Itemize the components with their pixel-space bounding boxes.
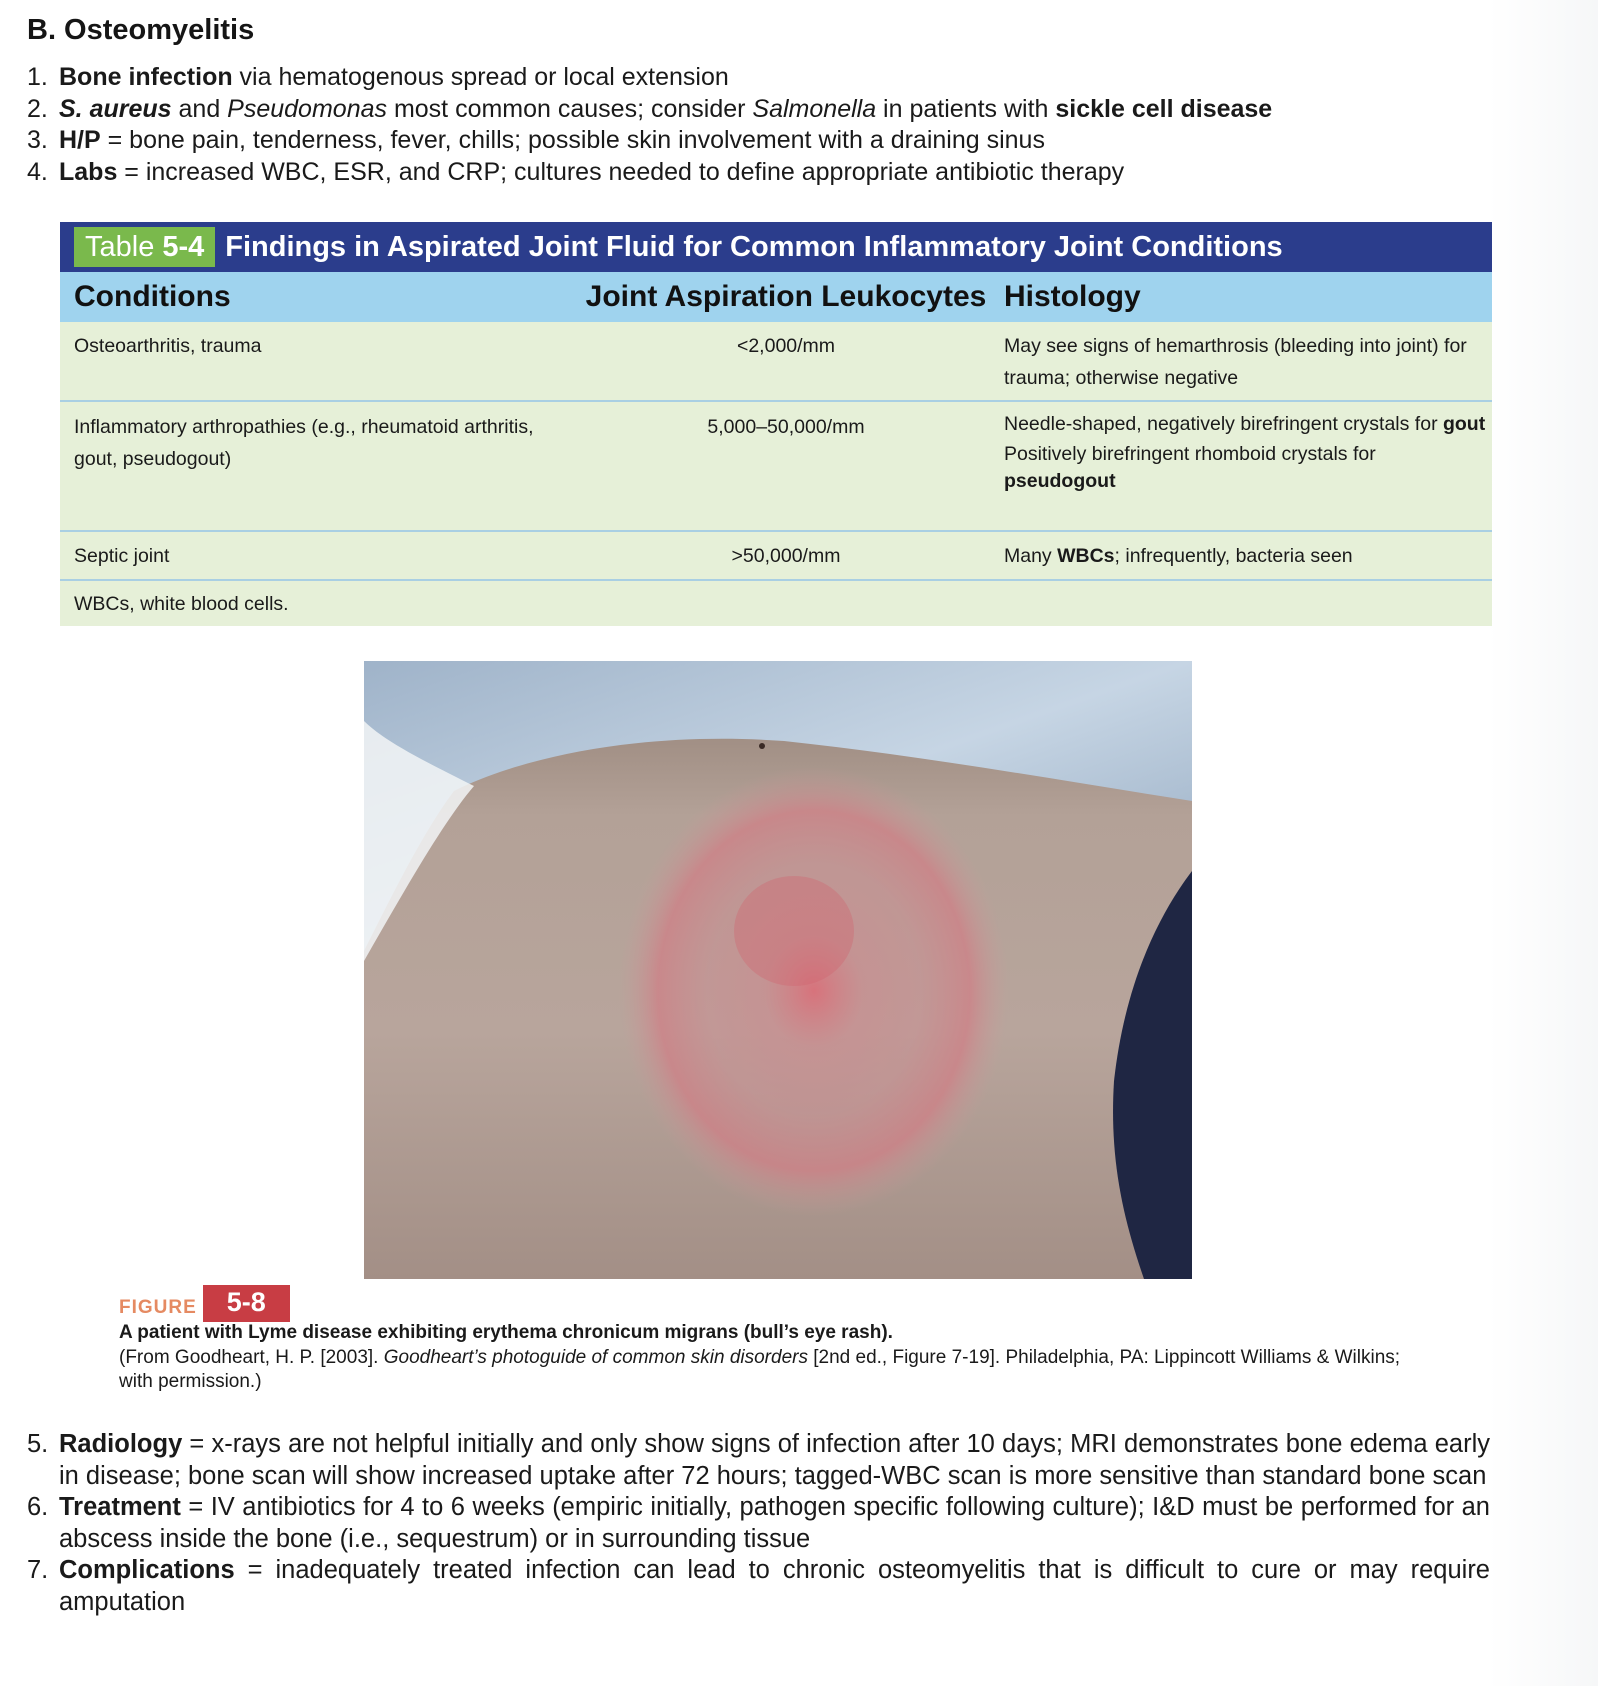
figure-label [119,1285,290,1322]
table-row [60,532,1492,581]
table-title: Findings in Aspirated Joint Fluid for Common Inflammatory Joint Conditions [225,230,1283,263]
bulls-eye-rash [619,766,1009,1216]
cell-histology [997,411,1492,530]
item-organism: Pseudomonas [227,94,387,123]
joint-fluid-table [60,222,1492,626]
histology-line-gout [1004,411,1492,438]
cell-leukocytes: >50,000/mm [731,545,841,567]
item-term: H/P [59,126,101,154]
item-text: and [171,94,228,123]
cell-leukocytes: 5,000–50,000/mm [707,416,865,438]
item-text: most common causes; consider [387,94,753,123]
figure-number: 5-8 [203,1285,290,1322]
figure-word: FIGURE [119,1297,197,1318]
histology-text: Many [1004,545,1058,567]
item-number: 2. [27,94,48,123]
list-item-1 [27,62,1490,94]
item-term: Bone infection [59,63,233,91]
cell-condition: Inflammatory arthropathies (e.g., rheumatoid arthritis, gout, pseudogout) [74,416,534,470]
table-header-conditions: Conditions [74,280,231,313]
histology-line-pseudogout [1004,441,1492,495]
histology-term: pseudogout [1004,470,1116,492]
item-number: 3. [27,126,48,154]
cell-histology: May see signs of hemarthrosis (bleeding into joint) for trauma; otherwise negative [1004,335,1467,389]
item-term: Treatment [59,1493,181,1521]
list-item-6 [27,1492,1490,1555]
list-item-3 [27,125,1490,157]
credit-book-title: Goodheart’s photoguide of common skin disorders [383,1347,808,1368]
cell-histology [997,540,1492,579]
item-term: Labs [59,157,118,186]
list-item-7 [27,1555,1490,1618]
rash-illustration [364,661,1192,1279]
item-text: = bone pain, tenderness, fever, chills; possible skin involvement with a draining sinus [100,126,1045,154]
item-term: sickle cell disease [1055,94,1273,123]
histology-text: Needle-shaped, negatively birefringent crystals for [1004,413,1443,435]
item-text: = x-rays are not helpful initially and only show signs of infection after 10 days; MRI demonstrates bone edema early in disease; bone scan will show increased uptake after 72 hours; tagged-WBC scan is more sensitive than standard bone scan [59,1430,1490,1490]
table-badge-number: 5-4 [162,230,205,263]
table-header-row [60,272,1492,322]
top-list [27,62,1490,188]
credit-text: [2nd ed., Figure 7-19]. Philadelphia, PA: Lippincott Williams & Wilkins; with permission.) [119,1347,1401,1392]
histology-text: ; infrequently, bacteria seen [1114,545,1353,567]
item-number: 7. [27,1556,49,1584]
table-header-histology: Histology [1004,280,1141,313]
cell-condition: Osteoarthritis, trauma [74,335,262,357]
bottom-list [27,1429,1490,1618]
item-term: Radiology [59,1430,183,1458]
item-text: = inadequately treated infection can lead to chronic osteomyelitis that is difficult to cure or may require amputation [59,1556,1490,1616]
item-number: 4. [27,157,48,186]
table-header-leukocytes: Joint Aspiration Leukocytes [585,280,987,313]
item-organism: Salmonella [752,94,877,123]
table-badge-prefix: Table [85,230,155,263]
histology-term: gout [1442,413,1486,435]
histology-text: Positively birefringent rhomboid crystals for [1004,443,1376,465]
item-number: 1. [27,63,48,91]
table-badge [74,227,215,267]
table-footnote: WBCs, white blood cells. [60,581,1492,626]
list-item-5 [27,1429,1490,1492]
list-item-2 [27,94,1490,126]
credit-text: (From Goodheart, H. P. [2003]. [119,1347,384,1368]
item-text: = IV antibiotics for 4 to 6 weeks (empiric initially, pathogen specific following culture); I&D must be performed for an abscess inside the bone (i.e., sequestrum) or in surrounding tissue [59,1493,1490,1553]
list-item-4 [27,157,1490,189]
item-term-organism: S. aureus [59,94,172,123]
section-title: B. Osteomyelitis [27,14,255,46]
item-number: 5. [27,1430,49,1458]
item-number: 6. [27,1493,49,1521]
histology-term: WBCs [1057,545,1115,567]
lyme-rash-photo [364,661,1192,1279]
item-text: = increased WBC, ESR, and CRP; cultures needed to define appropriate antibiotic therapy [117,157,1125,186]
cell-condition: Septic joint [74,545,170,567]
figure-title: A patient with Lyme disease exhibiting erythema chronicum migrans (bull’s eye rash). [119,1322,893,1343]
item-text: via hematogenous spread or local extension [232,63,729,91]
table-row [60,402,1492,532]
table-title-bar [60,222,1492,272]
table-row [60,322,1492,402]
cell-leukocytes: <2,000/mm [736,335,836,357]
item-term: Complications [59,1556,235,1584]
item-text: in patients with [876,94,1056,123]
figure-credit [119,1346,1439,1394]
